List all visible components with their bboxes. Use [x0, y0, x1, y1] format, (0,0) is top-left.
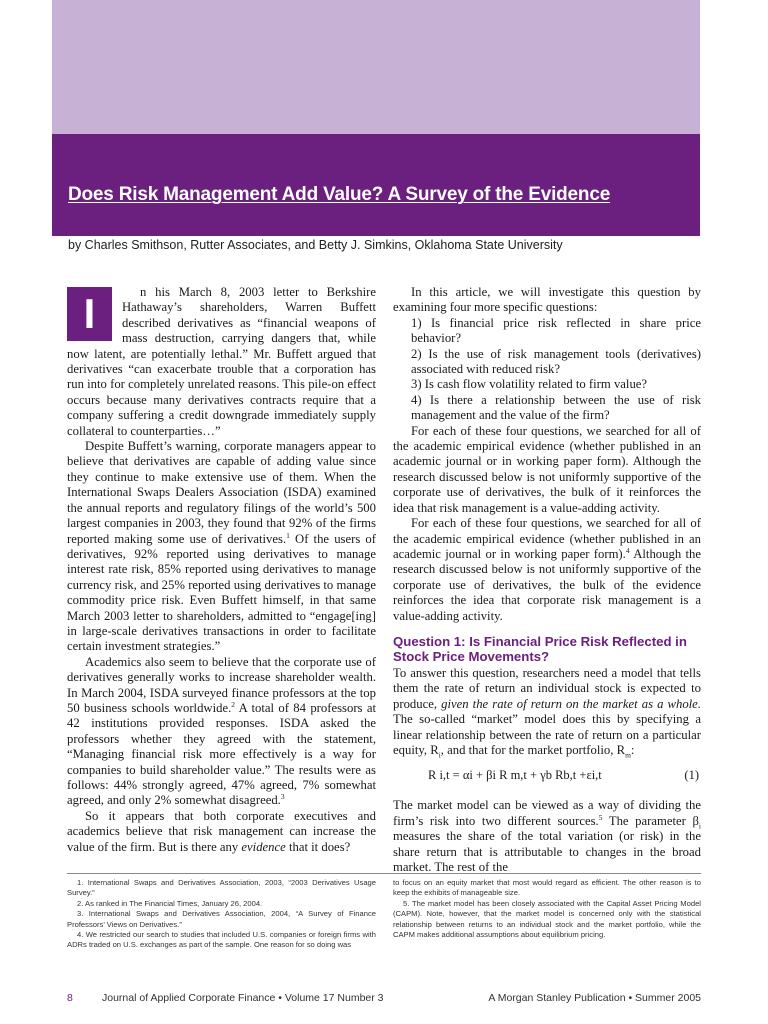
right-column [393, 285, 701, 875]
paragraph: So it appears that both corporate executives and academics believe that risk management can increase the value of the firm. But is there any evidence that it does? [67, 808, 376, 854]
footnote: 4. We restricted our search to studies that included U.S. companies or foreign firms with ADRs traded on U.S. exchanges as part of the sample. One reason for so doing was [67, 930, 376, 950]
equation-number: (1) [684, 768, 699, 783]
question-item: 3) Is cash flow volatility related to firm value? [411, 377, 648, 392]
question-item: 1) Is financial price risk reflected in share price behavior? [411, 315, 701, 346]
footnote: 5. The market model has been closely associated with the Capital Asset Pricing Model (CAPM). Note, however, that the market model is concerned only with the statistical relationship between returns to an individual stock and the market portfolio, while the CAPM makes additional assumptions about equilibrium pricing. [393, 898, 701, 940]
paragraph: For each of these four questions, we searched for all of the academic empirical evidence (whether published in an academic journal or in working paper form). Although the research discussed below is not uniformly supportive of the corporate use of derivatives, the bulk of it reinforces the idea that risk management is a value-adding activity. [393, 423, 701, 515]
paragraph: In this article, we will investigate this question by examining four more specific questions: [393, 285, 701, 315]
paragraph: The market model can be viewed as a way of dividing the firm’s risk into two different sources.$^5$ The parameter $\beta_i$ measures the share of the total variation (or risk) in the share return that is attributable to changes in the broad market. The rest of the [393, 798, 701, 874]
footnote-ref: 2 [231, 699, 235, 709]
byline: by Charles Smithson, Rutter Associates, and Betty J. Simkins, Oklahoma State University [68, 238, 563, 252]
question-item: 4) Is there a relationship between the use of risk management and the value of the firm? [411, 392, 701, 423]
footnote: 1. International Swaps and Derivatives Association, 2003, “2003 Derivatives Usage Survey.” [67, 878, 376, 898]
footnote: 3. International Swaps and Derivatives Association, 2004, “A Survey of Finance Professors’ Views on Derivatives.” [67, 909, 376, 929]
footnote-ref: 3 [280, 792, 285, 802]
footnote-ref: 5 [598, 812, 603, 822]
publication-info: A Morgan Stanley Publication • Summer 2005 [488, 992, 701, 1004]
page-number: 8 [67, 992, 73, 1004]
left-column [67, 285, 376, 855]
paragraph: To answer this question, researchers need a model that tells them the rate of return an individual stock is expected to produce, given the rate of return on the market as a whole. The so-called “market” model does this by specifying a linear relationship between the rate of return on a particular equity, $R_i$, and that for the market portfolio, $R_m$: [393, 665, 701, 760]
paragraph: Despite Buffett’s warning, corporate managers appear to believe that derivatives are capable of adding value since they continue to make extensive use of them. When the International Swaps Dealers Association (ISDA) examined the annual reports and regulatory filings of the world’s 500 largest companies in 2003, they found that 92% of the firms reported making some use of derivatives.$^1$ Of the users of derivatives, 92% reported using derivatives to manage interest rate risk, 85% reported using derivatives to manage currency risk, and 25% reported using derivatives to manage commodity price risk. Even Buffett himself, in that same March 2003 letter to shareholders, admitted to “engage[ing] in large-scale derivatives transactions in order to facilitate certain investment strategies.” [67, 439, 376, 654]
section-heading: Question 1: Is Financial Price Risk Reflected in Stock Price Movements? [393, 633, 687, 664]
article-title: Does Risk Management Add Value? A Survey of the Evidence [68, 184, 611, 205]
drop-cap: I [67, 287, 112, 341]
header-band-light [52, 0, 700, 134]
paragraph: n his March 8, 2003 letter to Berkshire Hathaway’s shareholders, Warren Buffett described derivatives as “financial weapons of mass destruction, carrying dangers that, while now latent, are potentially lethal.” Mr. Buffett argued that derivatives “can exacerbate trouble that a corporation has run into for completely unrelated reasons. This pile-on effect occurs because many derivatives contracts require that a company suffering a credit downgrade immediately supply collateral to counterparties…” [67, 285, 376, 438]
footnote-ref: 4 [625, 545, 630, 555]
footnote-divider [67, 873, 701, 874]
journal-name: Journal of Applied Corporate Finance • Volume 17 Number 3 [102, 992, 384, 1004]
footnote-ref: 1 [286, 530, 290, 540]
paragraph: For each of these four questions, we searched for all of the academic empirical evidence (whether published in an academic journal or in working paper form).$^4$ Although the research discussed below is not uniformly supportive of the corporate use of derivatives, the bulk of the evidence reinforces the idea that corporate risk management is a value-adding activity. [393, 516, 702, 623]
footnotes-left [67, 878, 376, 951]
paragraph: Academics also seem to believe that the corporate use of derivatives generally works to increase shareholder wealth. In March 2004, ISDA surveyed finance professors at the top 50 business schools worldwide.$^2$ A total of 84 professors at 42 institutions provided responses. ISDA asked the professors whether they agreed with the statement, “Managing financial risk more effectively is a way for companies to build shareholder value.” The results were as follows: 44% strongly agreed, 47% agreed, 7% somewhat agreed, and only 2% somewhat disagreed.$^3$ [67, 654, 376, 808]
footnote: 2. As ranked in The Financial Times, January 26, 2004. [77, 898, 263, 908]
question-item: 2) Is the use of risk management tools (derivatives) associated with reduced risk? [411, 346, 701, 377]
equation-body: R i,t = αi + βi R m,t + γb Rb,t +εi,t [428, 768, 602, 783]
equation [393, 762, 701, 792]
footnotes-right [393, 878, 701, 940]
footnote: to focus on an equity market that most would regard as efficient. The other reason is to keep the exhibits of manageable size. [393, 878, 701, 898]
